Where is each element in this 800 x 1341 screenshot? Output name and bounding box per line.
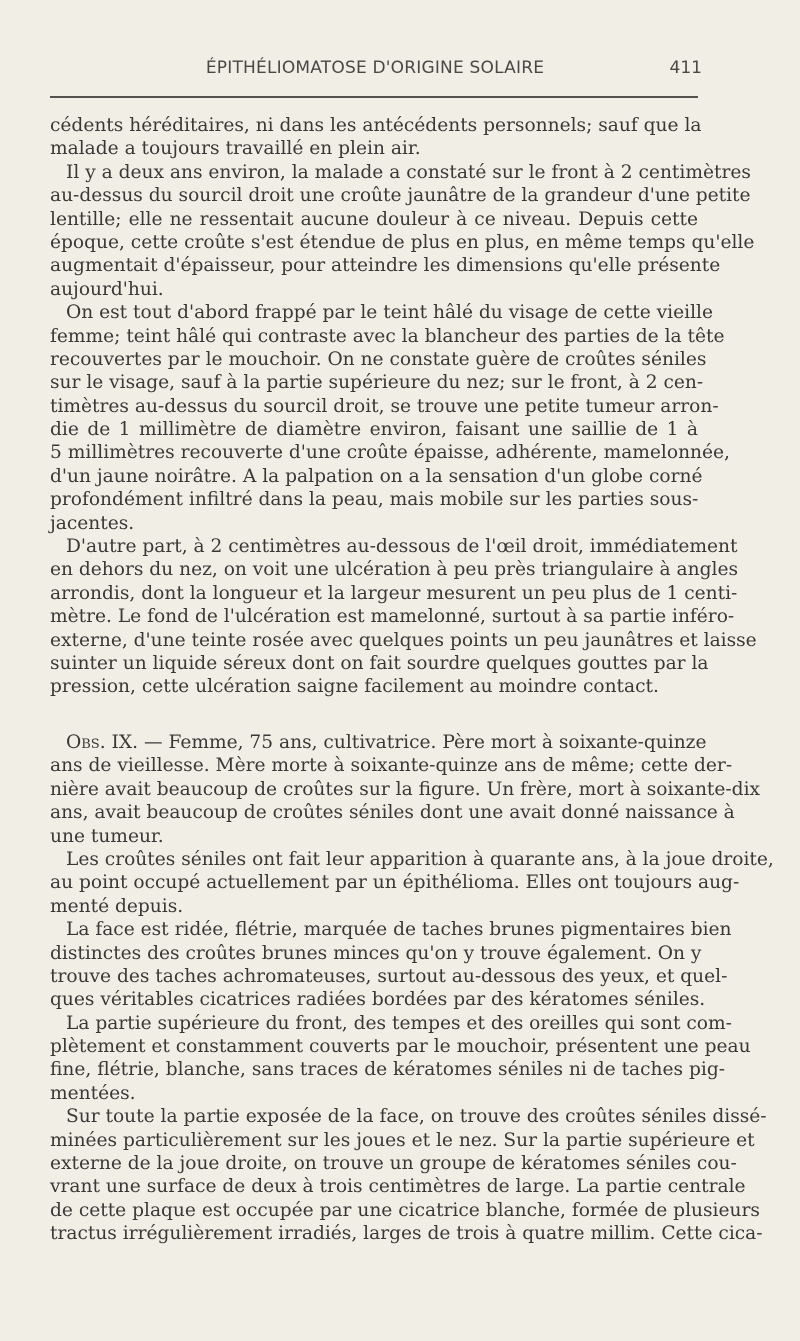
text-line: D'autre part, à 2 centimètres au-dessous de l'œil droit, immédiatement [66, 536, 738, 558]
text-line: en dehors du nez, on voit une ulcération à peu près triangulaire à angles [50, 559, 738, 581]
text-line: suinter un liquide séreux dont on fait sourdre quelques gouttes par la [50, 652, 709, 674]
text-line: die de 1 millimètre de diamètre environ, faisant une saillie de 1 à [50, 419, 698, 441]
text-line: une tumeur. [50, 825, 164, 847]
text-line: aujourd'hui. [50, 278, 164, 300]
text-line: d'un jaune noirâtre. A la palpation on a la sensation d'un globe corné [50, 465, 703, 487]
text-line: plètement et constamment couverts par le mouchoir, présentent une peau [50, 1036, 751, 1058]
body-text-observation-ix [50, 731, 774, 1246]
text-line: menté depuis. [50, 895, 184, 917]
text-line: externe, d'une teinte rosée avec quelques points un peu jaunâtres et laisse [50, 629, 757, 651]
text-line: vrant une surface de deux à trois centimètres de large. La partie centrale [50, 1176, 746, 1198]
text-line: malade a toujours travaillé en plein air. [50, 138, 421, 160]
text-line [50, 731, 707, 754]
text-line: pression, cette ulcération saigne facilement au moindre contact. [50, 676, 659, 698]
observation-intro: — Femme, 75 ans, cultivatrice. Père mort à soixante-quinze [143, 732, 707, 753]
page-number: 411 [669, 58, 702, 78]
text-line: La face est ridée, flétrie, marquée de taches brunes pigmentaires bien [66, 919, 732, 941]
text-line: lentille; elle ne ressentait aucune douleur à ce niveau. Depuis cette [50, 208, 698, 230]
running-head [50, 58, 700, 82]
text-line: 5 millimètres recouverte d'une croûte épaisse, adhérente, mamelonnée, [50, 442, 730, 464]
text-line: La partie supérieure du front, des tempes et des oreilles qui sont com- [66, 1012, 732, 1034]
text-line: augmentait d'épaisseur, pour atteindre les dimensions qu'elle présente [50, 255, 721, 277]
header-rule [50, 96, 698, 98]
text-line: ans, avait beaucoup de croûtes séniles dont une avait donné naissance à [50, 802, 735, 824]
text-line: mentées. [50, 1082, 136, 1104]
text-line: tractus irrégulièrement irradiés, larges de trois à quatre millim. Cette cica- [50, 1223, 763, 1245]
text-line: Sur toute la partie exposée de la face, on trouve des croûtes séniles dissé- [66, 1106, 767, 1128]
observation-label: Obs. IX. [66, 732, 139, 753]
text-line: externe de la joue droite, on trouve un groupe de kératomes séniles cou- [50, 1153, 737, 1175]
text-line: sur le visage, sauf à la partie supérieure du nez; sur le front, à 2 cen- [50, 372, 704, 394]
body-text-case-continuation [50, 114, 757, 699]
text-line: au point occupé actuellement par un épithélioma. Elles ont toujours aug- [50, 872, 740, 894]
text-line: ques véritables cicatrices radiées bordées par des kératomes séniles. [50, 989, 706, 1011]
running-title: ÉPITHÉLIOMATOSE D'ORIGINE SOLAIRE [205, 58, 545, 78]
text-line: nière avait beaucoup de croûtes sur la figure. Un frère, mort à soixante-dix [50, 778, 761, 800]
text-line: Il y a deux ans environ, la malade a constaté sur le front à 2 centimètres [66, 161, 751, 183]
text-line: fine, flétrie, blanche, sans traces de kératomes séniles ni de taches pig- [50, 1059, 726, 1081]
text-line: minées particulièrement sur les joues et le nez. Sur la partie supérieure et [50, 1129, 755, 1151]
text-line: jacentes. [50, 512, 135, 534]
text-line: distinctes des croûtes brunes minces qu'on y trouve également. On y [50, 942, 702, 964]
text-line: trouve des taches achromateuses, surtout au-dessous des yeux, et quel- [50, 965, 728, 987]
text-line: arrondis, dont la longueur et la largeur mesurent un peu plus de 1 centi- [50, 582, 738, 604]
text-line: ans de vieillesse. Mère morte à soixante-quinze ans de même; cette der- [50, 755, 733, 777]
text-line: mètre. Le fond de l'ulcération est mamelonné, surtout à sa partie inféro- [50, 606, 735, 628]
text-line: de cette plaque est occupée par une cicatrice blanche, formée de plusieurs [50, 1199, 760, 1221]
text-line: Les croûtes séniles ont fait leur apparition à quarante ans, à la joue droite, [66, 848, 774, 870]
text-line: On est tout d'abord frappé par le teint hâlé du visage de cette vieille [66, 302, 713, 324]
text-line: époque, cette croûte s'est étendue de plus en plus, en même temps qu'elle [50, 231, 755, 253]
text-line: recouvertes par le mouchoir. On ne constate guère de croûtes séniles [50, 348, 707, 370]
text-line: profondément infiltré dans la peau, mais mobile sur les parties sous- [50, 489, 699, 511]
text-line: cédents héréditaires, ni dans les antécédents personnels; sauf que la [50, 115, 702, 136]
text-line: femme; teint hâlé qui contraste avec la blancheur des parties de la tête [50, 325, 725, 347]
text-line: au-dessus du sourcil droit une croûte jaunâtre de la grandeur d'une petite [50, 185, 751, 207]
text-line: timètres au-dessus du sourcil droit, se trouve une petite tumeur arron- [50, 395, 719, 417]
